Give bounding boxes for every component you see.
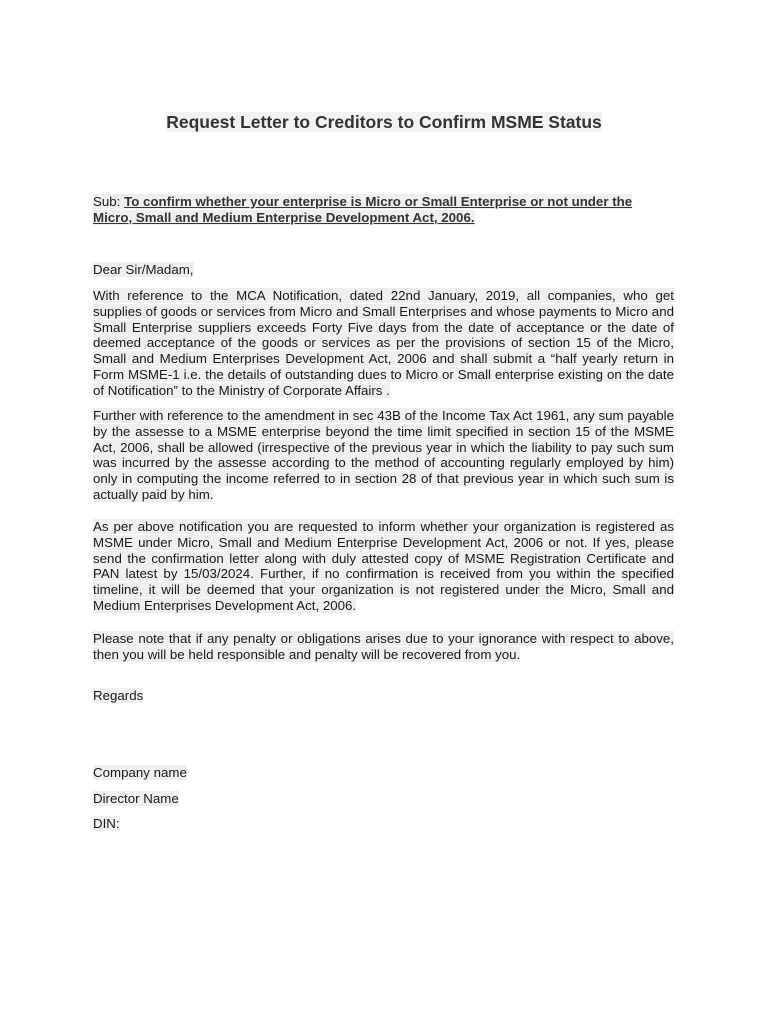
paragraph-mca-notification [93,288,674,399]
closing-regards [93,688,674,704]
signature-director-name [93,791,674,807]
din-text: DIN: [93,816,120,831]
salutation [93,262,674,278]
paragraph-3-text: As per above notification you are requested to inform whether your organization is registered as MSME under Micro, Small and Medium Enterprise Development Act, 2006 or not. If yes, please send the confirmation letter along with duly attested copy of MSME Registration Certificate and PAN latest by 15/03/2024. Further, if no confirmation is received from you within the specified timeline, it will be deemed that your organization is not registered under the Micro, Small and Medium Enterprises Development Act, 2006. [93,519,674,613]
paragraph-4-text: Please note that if any penalty or obligations arises due to your ignorance with respect to above, then you will be held responsible and penalty will be recovered from you. [93,631,674,662]
subject-prefix: Sub: [93,194,125,209]
signature-company-name [93,765,674,781]
subject-line [93,194,674,226]
paragraph-income-tax [93,408,674,503]
subject-text: To confirm whether your enterprise is Micro or Small Enterprise or not under the Micro, Small and Medium Enterprise Development Act, 2006. [93,194,633,225]
paragraph-1-text: With reference to the MCA Notification, dated 22nd January, 2019, all companies, who get supplies of goods or services from Micro and Small Enterprises and whose payments to Micro and Small Enterprise suppliers exceeds Forty Five days from the date of acceptance or the date of deemed acceptance of the goods or services as per the provisions of section 15 of the Micro, Small and Medium Enterprises Development Act, 2006 and shall submit a “half yearly return in Form MSME-1 i.e. the details of outstanding dues to Micro or Small enterprise existing on the date of Notification” to the Ministry of Corporate Affairs . [93,288,674,398]
salutation-text: Dear Sir/Madam, [93,262,194,277]
paragraph-penalty-note [93,631,674,663]
signature-din [93,816,674,832]
document-title [0,112,768,133]
paragraph-2-text: Further with reference to the amendment in sec 43B of the Income Tax Act 1961, any sum payable by the assesse to a MSME enterprise beyond the time limit specified in section 15 of the MSME Act, 2006, shall be allowed (irrespective of the previous year in which the liability to pay such sum was incurred by the assesse according to the method of accounting regularly employed by him) only in computing the income referred to in section 28 of that previous year in which such sum is actually paid by him. [93,408,674,502]
paragraph-request [93,519,674,614]
director-name-text: Director Name [93,791,179,806]
document-title-text: Request Letter to Creditors to Confirm MSME Status [166,112,602,132]
company-name-text: Company name [93,765,187,780]
regards-text: Regards [93,688,144,703]
